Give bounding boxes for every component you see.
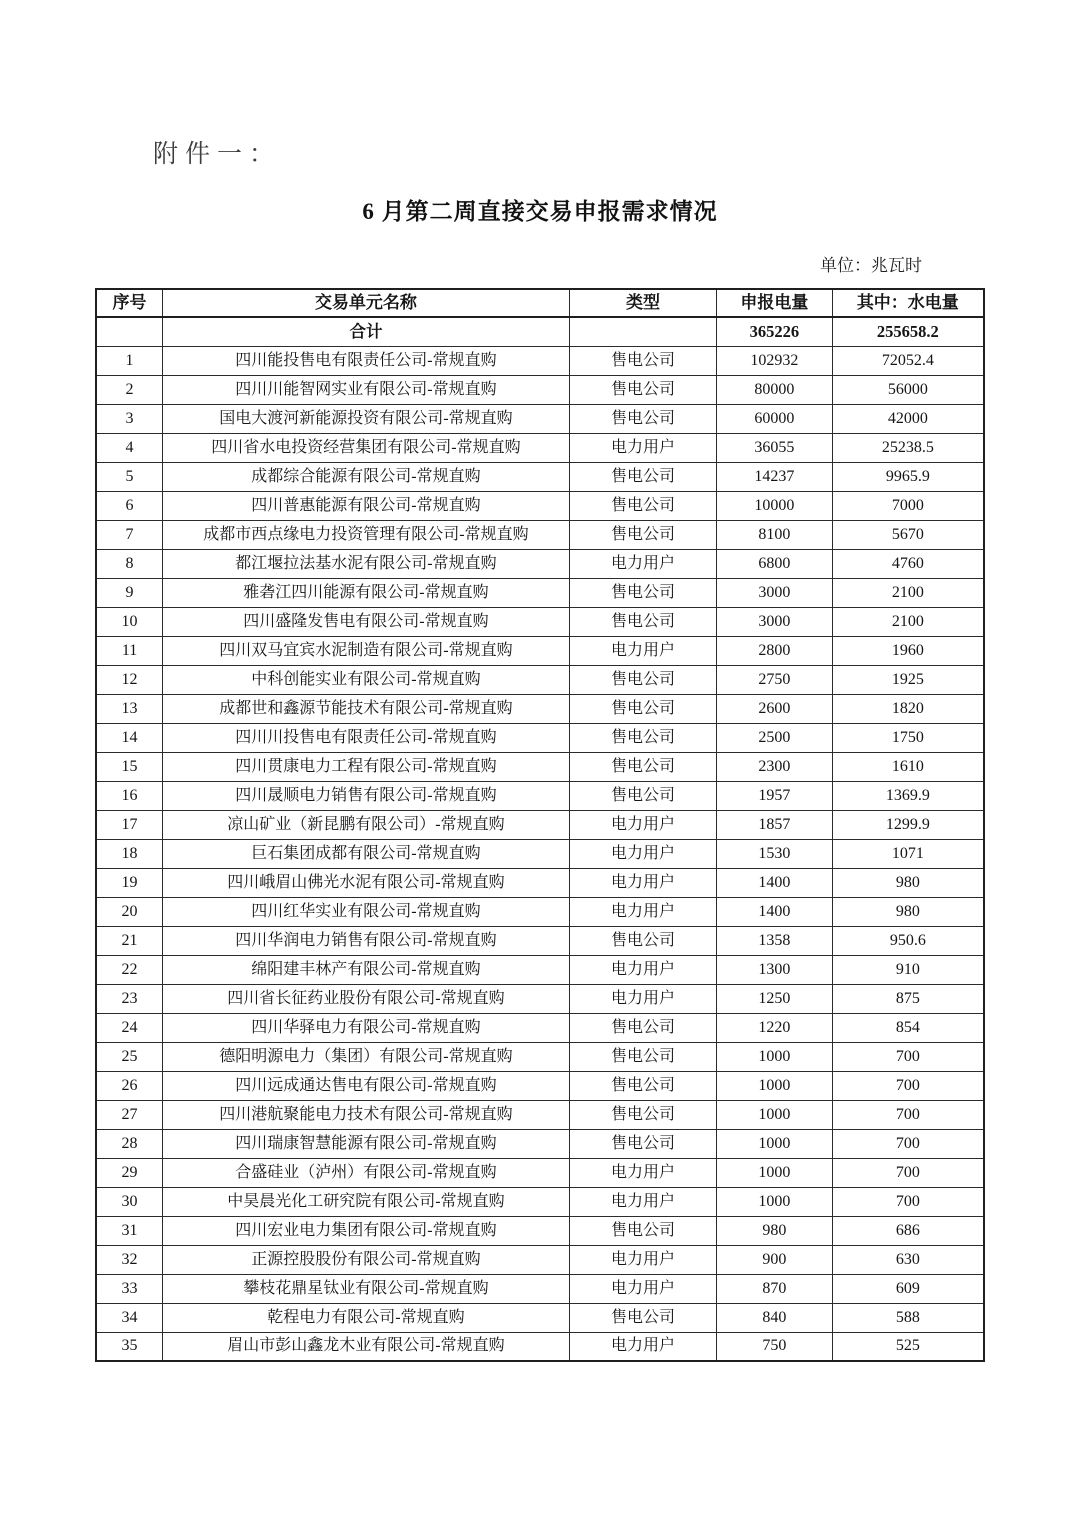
total-row <box>96 317 984 346</box>
hydro-qty: 56000 <box>832 375 984 404</box>
total-no <box>96 317 163 346</box>
declared-qty: 8100 <box>717 520 832 549</box>
hydro-qty: 1610 <box>832 752 984 781</box>
unit-name: 四川港航聚能电力技术有限公司-常规直购 <box>163 1100 570 1129</box>
declared-qty: 60000 <box>717 404 832 433</box>
table-row <box>96 984 984 1013</box>
declared-qty: 1358 <box>717 926 832 955</box>
table-row <box>96 665 984 694</box>
unit-name: 四川瑞康智慧能源有限公司-常规直购 <box>163 1129 570 1158</box>
row-no: 27 <box>96 1100 163 1129</box>
hydro-qty: 700 <box>832 1042 984 1071</box>
row-no: 23 <box>96 984 163 1013</box>
table-row <box>96 839 984 868</box>
unit-name: 四川川能智网实业有限公司-常规直购 <box>163 375 570 404</box>
header-type: 类型 <box>569 289 716 317</box>
hydro-qty: 910 <box>832 955 984 984</box>
row-no: 22 <box>96 955 163 984</box>
declared-qty: 980 <box>717 1216 832 1245</box>
declared-qty: 2300 <box>717 752 832 781</box>
unit-name: 四川华驿电力有限公司-常规直购 <box>163 1013 570 1042</box>
unit-name: 攀枝花鼎星钛业有限公司-常规直购 <box>163 1274 570 1303</box>
row-no: 9 <box>96 578 163 607</box>
hydro-qty: 525 <box>832 1332 984 1361</box>
declared-qty: 102932 <box>717 346 832 375</box>
declared-qty: 1220 <box>717 1013 832 1042</box>
row-no: 15 <box>96 752 163 781</box>
hydro-qty: 9965.9 <box>832 462 984 491</box>
unit-name: 四川红华实业有限公司-常规直购 <box>163 897 570 926</box>
table-row <box>96 549 984 578</box>
table-row <box>96 462 984 491</box>
row-no: 16 <box>96 781 163 810</box>
hydro-qty: 1925 <box>832 665 984 694</box>
row-no: 6 <box>96 491 163 520</box>
row-no: 29 <box>96 1158 163 1187</box>
row-no: 5 <box>96 462 163 491</box>
table-row <box>96 723 984 752</box>
table-row <box>96 955 984 984</box>
attachment-label: 附件一： <box>153 141 282 168</box>
unit-type: 电力用户 <box>569 636 716 665</box>
unit-type: 售电公司 <box>569 1216 716 1245</box>
unit-name: 四川能投售电有限责任公司-常规直购 <box>163 346 570 375</box>
table-row <box>96 491 984 520</box>
declared-qty: 2600 <box>717 694 832 723</box>
table-row <box>96 926 984 955</box>
row-no: 17 <box>96 810 163 839</box>
declared-qty: 1957 <box>717 781 832 810</box>
row-no: 14 <box>96 723 163 752</box>
hydro-qty: 2100 <box>832 607 984 636</box>
table-row <box>96 810 984 839</box>
unit-name: 成都市西点缘电力投资管理有限公司-常规直购 <box>163 520 570 549</box>
total-declared: 365226 <box>717 317 832 346</box>
table-row <box>96 1042 984 1071</box>
unit-type: 售电公司 <box>569 926 716 955</box>
unit-name: 眉山市彭山鑫龙木业有限公司-常规直购 <box>163 1332 570 1361</box>
hydro-qty: 25238.5 <box>832 433 984 462</box>
row-no: 24 <box>96 1013 163 1042</box>
unit-name: 四川省长征药业股份有限公司-常规直购 <box>163 984 570 1013</box>
unit-type: 电力用户 <box>569 897 716 926</box>
row-no: 32 <box>96 1245 163 1274</box>
table-row <box>96 636 984 665</box>
hydro-qty: 950.6 <box>832 926 984 955</box>
unit-type: 售电公司 <box>569 1100 716 1129</box>
declared-qty: 1400 <box>717 868 832 897</box>
unit-name: 雅砻江四川能源有限公司-常规直购 <box>163 578 570 607</box>
table-row <box>96 1013 984 1042</box>
unit-label: 单位：兆瓦时 <box>820 256 922 275</box>
hydro-qty: 854 <box>832 1013 984 1042</box>
unit-type: 售电公司 <box>569 1129 716 1158</box>
hydro-qty: 700 <box>832 1071 984 1100</box>
hydro-qty: 5670 <box>832 520 984 549</box>
unit-type: 售电公司 <box>569 665 716 694</box>
row-no: 12 <box>96 665 163 694</box>
total-hydro: 255658.2 <box>832 317 984 346</box>
table-row <box>96 1332 984 1361</box>
unit-name: 四川川投售电有限责任公司-常规直购 <box>163 723 570 752</box>
row-no: 1 <box>96 346 163 375</box>
total-label: 合计 <box>163 317 570 346</box>
table-row <box>96 1216 984 1245</box>
unit-name: 中昊晨光化工研究院有限公司-常规直购 <box>163 1187 570 1216</box>
header-hydro: 其中：水电量 <box>832 289 984 317</box>
declared-qty: 80000 <box>717 375 832 404</box>
header-no: 序号 <box>96 289 163 317</box>
row-no: 4 <box>96 433 163 462</box>
hydro-qty: 72052.4 <box>832 346 984 375</box>
declared-qty: 840 <box>717 1303 832 1332</box>
table-row <box>96 1129 984 1158</box>
hydro-qty: 700 <box>832 1158 984 1187</box>
row-no: 3 <box>96 404 163 433</box>
header-name: 交易单元名称 <box>163 289 570 317</box>
table-row <box>96 404 984 433</box>
declared-qty: 2800 <box>717 636 832 665</box>
hydro-qty: 1299.9 <box>832 810 984 839</box>
declared-qty: 750 <box>717 1332 832 1361</box>
table-row <box>96 578 984 607</box>
declared-qty: 1300 <box>717 955 832 984</box>
unit-type: 售电公司 <box>569 462 716 491</box>
unit-name: 四川峨眉山佛光水泥有限公司-常规直购 <box>163 868 570 897</box>
page-title: 6 月第二周直接交易申报需求情况 <box>362 199 718 224</box>
hydro-qty: 686 <box>832 1216 984 1245</box>
declared-qty: 870 <box>717 1274 832 1303</box>
unit-type: 电力用户 <box>569 868 716 897</box>
unit-name: 德阳明源电力（集团）有限公司-常规直购 <box>163 1042 570 1071</box>
unit-name: 乾程电力有限公司-常规直购 <box>163 1303 570 1332</box>
row-no: 10 <box>96 607 163 636</box>
report-table-container <box>95 288 985 1362</box>
hydro-qty: 980 <box>832 868 984 897</box>
unit-type: 电力用户 <box>569 984 716 1013</box>
unit-type: 售电公司 <box>569 404 716 433</box>
unit-name: 四川宏业电力集团有限公司-常规直购 <box>163 1216 570 1245</box>
unit-type: 电力用户 <box>569 433 716 462</box>
hydro-qty: 1369.9 <box>832 781 984 810</box>
hydro-qty: 1071 <box>832 839 984 868</box>
unit-type: 售电公司 <box>569 491 716 520</box>
row-no: 20 <box>96 897 163 926</box>
unit-name: 合盛硅业（泸州）有限公司-常规直购 <box>163 1158 570 1187</box>
table-row <box>96 607 984 636</box>
hydro-qty: 2100 <box>832 578 984 607</box>
declared-qty: 900 <box>717 1245 832 1274</box>
row-no: 13 <box>96 694 163 723</box>
unit-name: 成都综合能源有限公司-常规直购 <box>163 462 570 491</box>
table-row <box>96 752 984 781</box>
row-no: 34 <box>96 1303 163 1332</box>
unit-type: 售电公司 <box>569 607 716 636</box>
unit-type: 售电公司 <box>569 752 716 781</box>
unit-type: 售电公司 <box>569 520 716 549</box>
table-row <box>96 1303 984 1332</box>
declared-qty: 1250 <box>717 984 832 1013</box>
declared-qty: 1400 <box>717 897 832 926</box>
table-row <box>96 1100 984 1129</box>
unit-name: 正源控股股份有限公司-常规直购 <box>163 1245 570 1274</box>
table-body <box>96 317 984 1361</box>
declared-qty: 1000 <box>717 1129 832 1158</box>
row-no: 28 <box>96 1129 163 1158</box>
unit-name: 中科创能实业有限公司-常规直购 <box>163 665 570 694</box>
header-declared: 申报电量 <box>717 289 832 317</box>
table-row <box>96 1274 984 1303</box>
unit-type: 售电公司 <box>569 694 716 723</box>
declared-qty: 14237 <box>717 462 832 491</box>
unit-type: 电力用户 <box>569 810 716 839</box>
unit-name: 四川双马宜宾水泥制造有限公司-常规直购 <box>163 636 570 665</box>
hydro-qty: 1750 <box>832 723 984 752</box>
row-no: 30 <box>96 1187 163 1216</box>
declared-qty: 3000 <box>717 578 832 607</box>
hydro-qty: 4760 <box>832 549 984 578</box>
unit-name: 四川盛隆发售电有限公司-常规直购 <box>163 607 570 636</box>
table-row <box>96 694 984 723</box>
hydro-qty: 609 <box>832 1274 984 1303</box>
declared-qty: 3000 <box>717 607 832 636</box>
declared-qty: 1530 <box>717 839 832 868</box>
table-row <box>96 1071 984 1100</box>
declared-qty: 1000 <box>717 1158 832 1187</box>
unit-type: 售电公司 <box>569 723 716 752</box>
hydro-qty: 700 <box>832 1187 984 1216</box>
unit-name: 凉山矿业（新昆鹏有限公司）-常规直购 <box>163 810 570 839</box>
row-no: 35 <box>96 1332 163 1361</box>
unit-name: 四川远成通达售电有限公司-常规直购 <box>163 1071 570 1100</box>
declared-qty: 2750 <box>717 665 832 694</box>
report-table <box>95 288 985 1362</box>
unit-type: 售电公司 <box>569 375 716 404</box>
table-row <box>96 346 984 375</box>
table-row <box>96 1245 984 1274</box>
hydro-qty: 1820 <box>832 694 984 723</box>
unit-name: 国电大渡河新能源投资有限公司-常规直购 <box>163 404 570 433</box>
hydro-qty: 700 <box>832 1129 984 1158</box>
total-type <box>569 317 716 346</box>
table-row <box>96 781 984 810</box>
unit-type: 售电公司 <box>569 1042 716 1071</box>
unit-name: 成都世和鑫源节能技术有限公司-常规直购 <box>163 694 570 723</box>
table-row <box>96 375 984 404</box>
table-row <box>96 897 984 926</box>
unit-type: 电力用户 <box>569 1158 716 1187</box>
unit-type: 电力用户 <box>569 549 716 578</box>
declared-qty: 1000 <box>717 1071 832 1100</box>
unit-type: 售电公司 <box>569 1303 716 1332</box>
hydro-qty: 7000 <box>832 491 984 520</box>
table-row <box>96 520 984 549</box>
unit-name: 都江堰拉法基水泥有限公司-常规直购 <box>163 549 570 578</box>
hydro-qty: 588 <box>832 1303 984 1332</box>
unit-name: 四川贯康电力工程有限公司-常规直购 <box>163 752 570 781</box>
row-no: 26 <box>96 1071 163 1100</box>
unit-name: 四川晟顺电力销售有限公司-常规直购 <box>163 781 570 810</box>
hydro-qty: 1960 <box>832 636 984 665</box>
unit-type: 售电公司 <box>569 346 716 375</box>
unit-type: 电力用户 <box>569 1245 716 1274</box>
table-row <box>96 1187 984 1216</box>
unit-type: 电力用户 <box>569 955 716 984</box>
table-row <box>96 868 984 897</box>
hydro-qty: 875 <box>832 984 984 1013</box>
row-no: 19 <box>96 868 163 897</box>
hydro-qty: 980 <box>832 897 984 926</box>
declared-qty: 36055 <box>717 433 832 462</box>
row-no: 2 <box>96 375 163 404</box>
unit-type: 电力用户 <box>569 839 716 868</box>
declared-qty: 1000 <box>717 1187 832 1216</box>
unit-type: 售电公司 <box>569 1013 716 1042</box>
hydro-qty: 630 <box>832 1245 984 1274</box>
declared-qty: 1857 <box>717 810 832 839</box>
unit-type: 售电公司 <box>569 1071 716 1100</box>
unit-type: 售电公司 <box>569 578 716 607</box>
unit-name: 四川华润电力销售有限公司-常规直购 <box>163 926 570 955</box>
unit-type: 售电公司 <box>569 781 716 810</box>
unit-type: 电力用户 <box>569 1332 716 1361</box>
row-no: 21 <box>96 926 163 955</box>
declared-qty: 10000 <box>717 491 832 520</box>
row-no: 11 <box>96 636 163 665</box>
unit-type: 电力用户 <box>569 1274 716 1303</box>
row-no: 25 <box>96 1042 163 1071</box>
unit-name: 四川省水电投资经营集团有限公司-常规直购 <box>163 433 570 462</box>
declared-qty: 1000 <box>717 1100 832 1129</box>
table-row <box>96 433 984 462</box>
row-no: 8 <box>96 549 163 578</box>
row-no: 33 <box>96 1274 163 1303</box>
table-row <box>96 1158 984 1187</box>
unit-name: 四川普惠能源有限公司-常规直购 <box>163 491 570 520</box>
row-no: 7 <box>96 520 163 549</box>
declared-qty: 1000 <box>717 1042 832 1071</box>
header-row <box>96 289 984 317</box>
unit-name: 绵阳建丰林产有限公司-常规直购 <box>163 955 570 984</box>
row-no: 31 <box>96 1216 163 1245</box>
declared-qty: 2500 <box>717 723 832 752</box>
declared-qty: 6800 <box>717 549 832 578</box>
table-header <box>96 289 984 317</box>
unit-type: 电力用户 <box>569 1187 716 1216</box>
unit-name: 巨石集团成都有限公司-常规直购 <box>163 839 570 868</box>
hydro-qty: 700 <box>832 1100 984 1129</box>
row-no: 18 <box>96 839 163 868</box>
hydro-qty: 42000 <box>832 404 984 433</box>
